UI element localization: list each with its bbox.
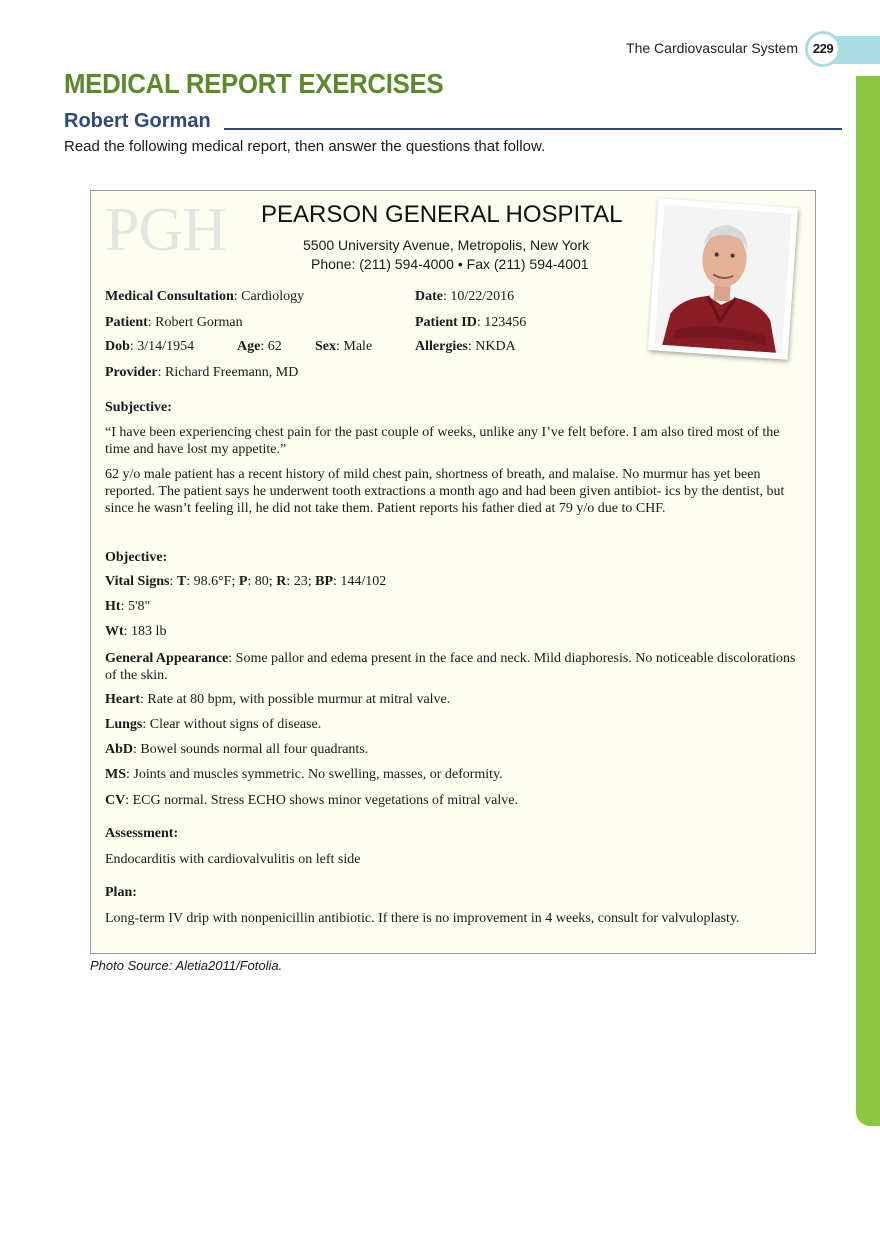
instructions: Read the following medical report, then answer the questions that follow. [64,138,546,155]
cardiovascular-line [105,792,805,809]
photo-caption: Photo Source: Aletia2011/Fotolia. [90,958,283,973]
patient-heading-row [64,110,842,134]
subjective-narrative: 62 y/o male patient has a recent history of mild chest pain, shortness of breath, and malaise. No murmur has yet been reported. The patient says he underwent tooth extractions a month ago and had been given antibiot- ics by the dentist, but since he wasn’t feeling ill, he did not take them. Patient reports his father died at 79 y/o due to CHF. [105,467,785,516]
date-field [415,289,514,305]
dob-value: : 3/14/1954 [129,339,195,354]
medical-report [90,190,816,954]
sex-label: Sex [315,339,336,354]
plan-heading: Plan: [105,885,137,900]
lungs-label: Lungs [105,717,143,732]
consultation-value: : Cardiology [233,289,305,304]
dob-label: Dob [105,339,130,354]
age-field [237,339,282,355]
hospital-name: PEARSON GENERAL HOSPITAL [261,201,623,228]
vital-signs-label: Vital Signs [105,574,170,589]
general-appearance-line [105,650,805,684]
consultation-field [105,289,304,305]
height-label: Ht [105,599,121,614]
respiration-label: R [276,574,287,589]
heading-rule [224,128,842,130]
heart-line [105,691,805,708]
heart-value: : Rate at 80 bpm, with possible murmur at mitral valve. [139,692,451,707]
cardiovascular-value: : ECG normal. Stress ECHO shows minor vegetations of mitral valve. [125,793,518,808]
dob-field [105,339,194,355]
assessment-text: Endocarditis with cardiovalvulitis on left side [105,852,361,867]
temperature-value: : 98.6°F; [186,574,239,589]
allergies-value: : NKDA [467,339,516,354]
side-color-bar [856,76,880,1126]
age-value: : 62 [260,339,282,354]
subjective-quote: “I have been experiencing chest pain for the past couple of weeks, unlike any I’ve felt before. I am also tired most of the time and have lost my appetite.” [105,425,780,457]
height-value: : 5'8" [120,599,151,614]
patient-field [105,315,243,331]
height-line [105,598,805,615]
general-appearance-value: : Some pallor and edema present in the face and neck. Mild diaphoresis. No noticeable discolorations of the skin. [105,651,796,683]
patient-value: : Robert Gorman [147,315,243,330]
abdomen-value: : Bowel sounds normal all four quadrants. [133,742,369,757]
hospital-contact: Phone: (211) 594-4000 • Fax (211) 594-4001 [311,256,589,272]
sex-value: : Male [336,339,373,354]
running-head-title: The Cardiovascular System [626,40,798,56]
hospital-address: 5500 University Avenue, Metropolis, New York [303,237,590,253]
vital-signs-line: Vital Signs: T: 98.6°F; P: 80; R: 23; BP: 144/102 [105,574,387,589]
abdomen-line [105,741,805,758]
musculoskeletal-value: : Joints and muscles symmetric. No swelling, masses, or deformity. [126,767,503,782]
musculoskeletal-line [105,766,805,783]
section-title: MEDICAL REPORT EXERCISES [64,68,444,99]
general-appearance-label: General Appearance [105,651,229,666]
patient-id-field [415,315,526,331]
plan-text: Long-term IV drip with nonpenicillin antibiotic. If there is no improvement in 4 weeks, consult for valvuloplasty. [105,911,740,926]
cardiovascular-label: CV [105,793,126,808]
musculoskeletal-label: MS [105,767,126,782]
consultation-label: Medical Consultation [105,289,234,304]
abdomen-label: AbD [105,742,134,757]
patient-photo [648,198,798,359]
lungs-value: : Clear without signs of disease. [142,717,322,732]
date-label: Date [415,289,443,304]
pulse-label: P [238,574,248,589]
allergies-label: Allergies [415,339,468,354]
blood-pressure-value: : 144/102 [333,574,387,589]
sex-field [315,339,372,355]
weight-value: : 183 lb [123,624,167,639]
objective-heading: Objective: [105,550,168,565]
heart-label: Heart [105,692,140,707]
hospital-watermark: PGH [105,196,227,264]
patient-label: Patient [105,315,148,330]
respiration-value: : 23; [286,574,316,589]
patient-heading: Robert Gorman [64,110,217,133]
patient-id-value: : 123456 [476,315,527,330]
patient-id-label: Patient ID [415,315,477,330]
age-label: Age [237,339,261,354]
patient-photo-image [654,205,791,354]
allergies-field [415,339,516,355]
provider-field [105,365,298,381]
page-number: 229 [805,31,841,67]
date-value: : 10/22/2016 [443,289,515,304]
weight-line [105,623,805,640]
subjective-heading: Subjective: [105,400,172,415]
provider-label: Provider [105,365,158,380]
weight-label: Wt [105,624,124,639]
pulse-value: : 80; [247,574,277,589]
assessment-heading: Assessment: [105,826,179,841]
temperature-label: T [176,574,187,589]
lungs-line [105,716,805,733]
blood-pressure-label: BP [315,574,333,589]
provider-value: : Richard Freemann, MD [157,365,299,380]
